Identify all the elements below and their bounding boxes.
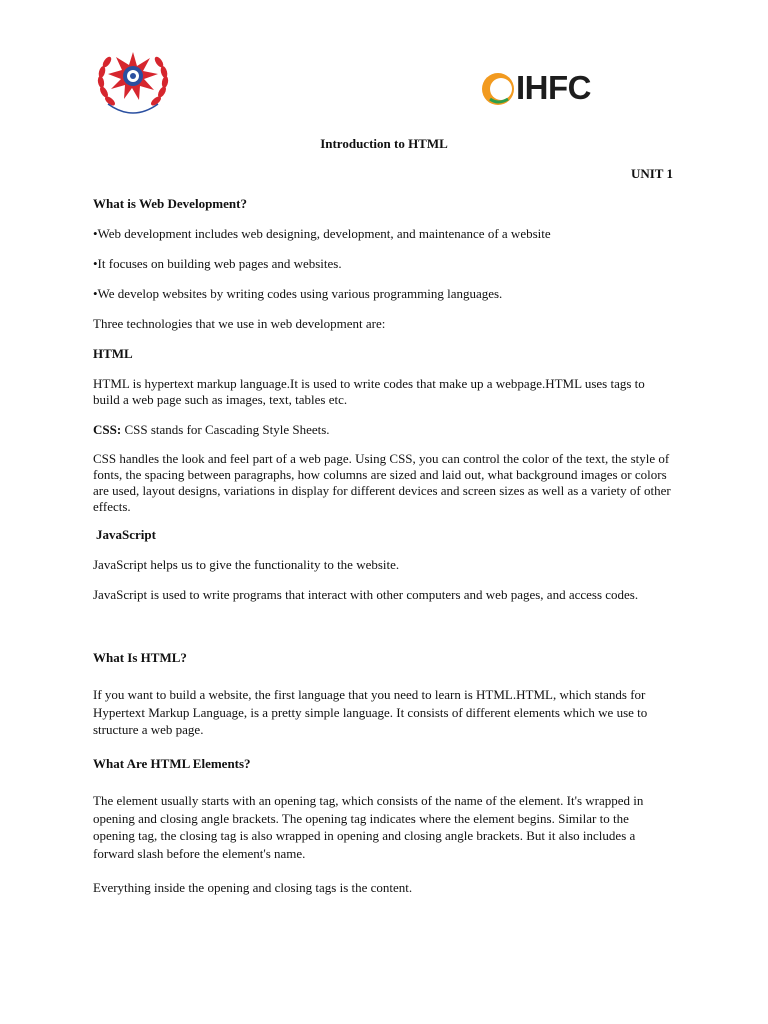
paragraph: HTML is hypertext markup language.It is used to write codes that make up a webpage.HTML uses tags to build a web page such as images, text, tables etc.	[93, 376, 645, 407]
heading-html: HTML	[93, 346, 133, 361]
paragraph: JavaScript is used to write programs that interact with other computers and web pages, and access codes.	[93, 587, 639, 602]
paragraph: The element usually starts with an opening tag, which consists of the name of the element. It's wrapped in opening and closing angle brackets. The opening tag indicates where the element begins. Similar to the opening tag, the closing tag is also wrapped in opening and closing angle brackets. But it also includes a forward slash before the element's name.	[93, 793, 644, 861]
paragraph: Three technologies that we use in web development are:	[93, 316, 386, 331]
css-definition-text: CSS stands for Cascading Style Sheets.	[121, 422, 330, 437]
seal-icon	[94, 44, 172, 120]
ihfc-logo	[476, 62, 632, 114]
bullet-item: •Web development includes web designing, development, and maintenance of a website	[93, 226, 551, 241]
heading-html-elements: What Are HTML Elements?	[93, 756, 251, 771]
school-seal-logo	[94, 44, 172, 120]
ihfc-brand-text: IHFC	[516, 69, 591, 106]
heading-web-development: What is Web Development?	[93, 196, 247, 211]
heading-what-is-html: What Is HTML?	[93, 650, 187, 665]
unit-label: UNIT 1	[630, 166, 673, 181]
css-definition	[93, 422, 673, 438]
ihfc-mark-icon	[480, 71, 516, 107]
paragraph: If you want to build a website, the first language that you need to learn is HTML.HTML, which stands for Hypertext Markup Language, is a pretty simple language. It consists of different elements which we use to structure a web page.	[93, 687, 648, 737]
document-title: Introduction to HTML	[320, 136, 448, 151]
bullet-item: •We develop websites by writing codes using various programming languages.	[93, 286, 503, 301]
heading-javascript: JavaScript	[96, 527, 156, 542]
css-label: CSS:	[93, 422, 122, 437]
paragraph: CSS handles the look and feel part of a web page. Using CSS, you can control the color of the text, the style of fonts, the spacing between paragraphs, how columns are sized and laid out, what background images or colors are used, layout designs, variations in display for different devices and screen sizes as well as a variety of other effects.	[93, 451, 671, 514]
paragraph: Everything inside the opening and closing tags is the content.	[93, 880, 413, 895]
paragraph: JavaScript helps us to give the functionality to the website.	[93, 557, 400, 572]
bullet-item: •It focuses on building web pages and websites.	[93, 256, 342, 271]
